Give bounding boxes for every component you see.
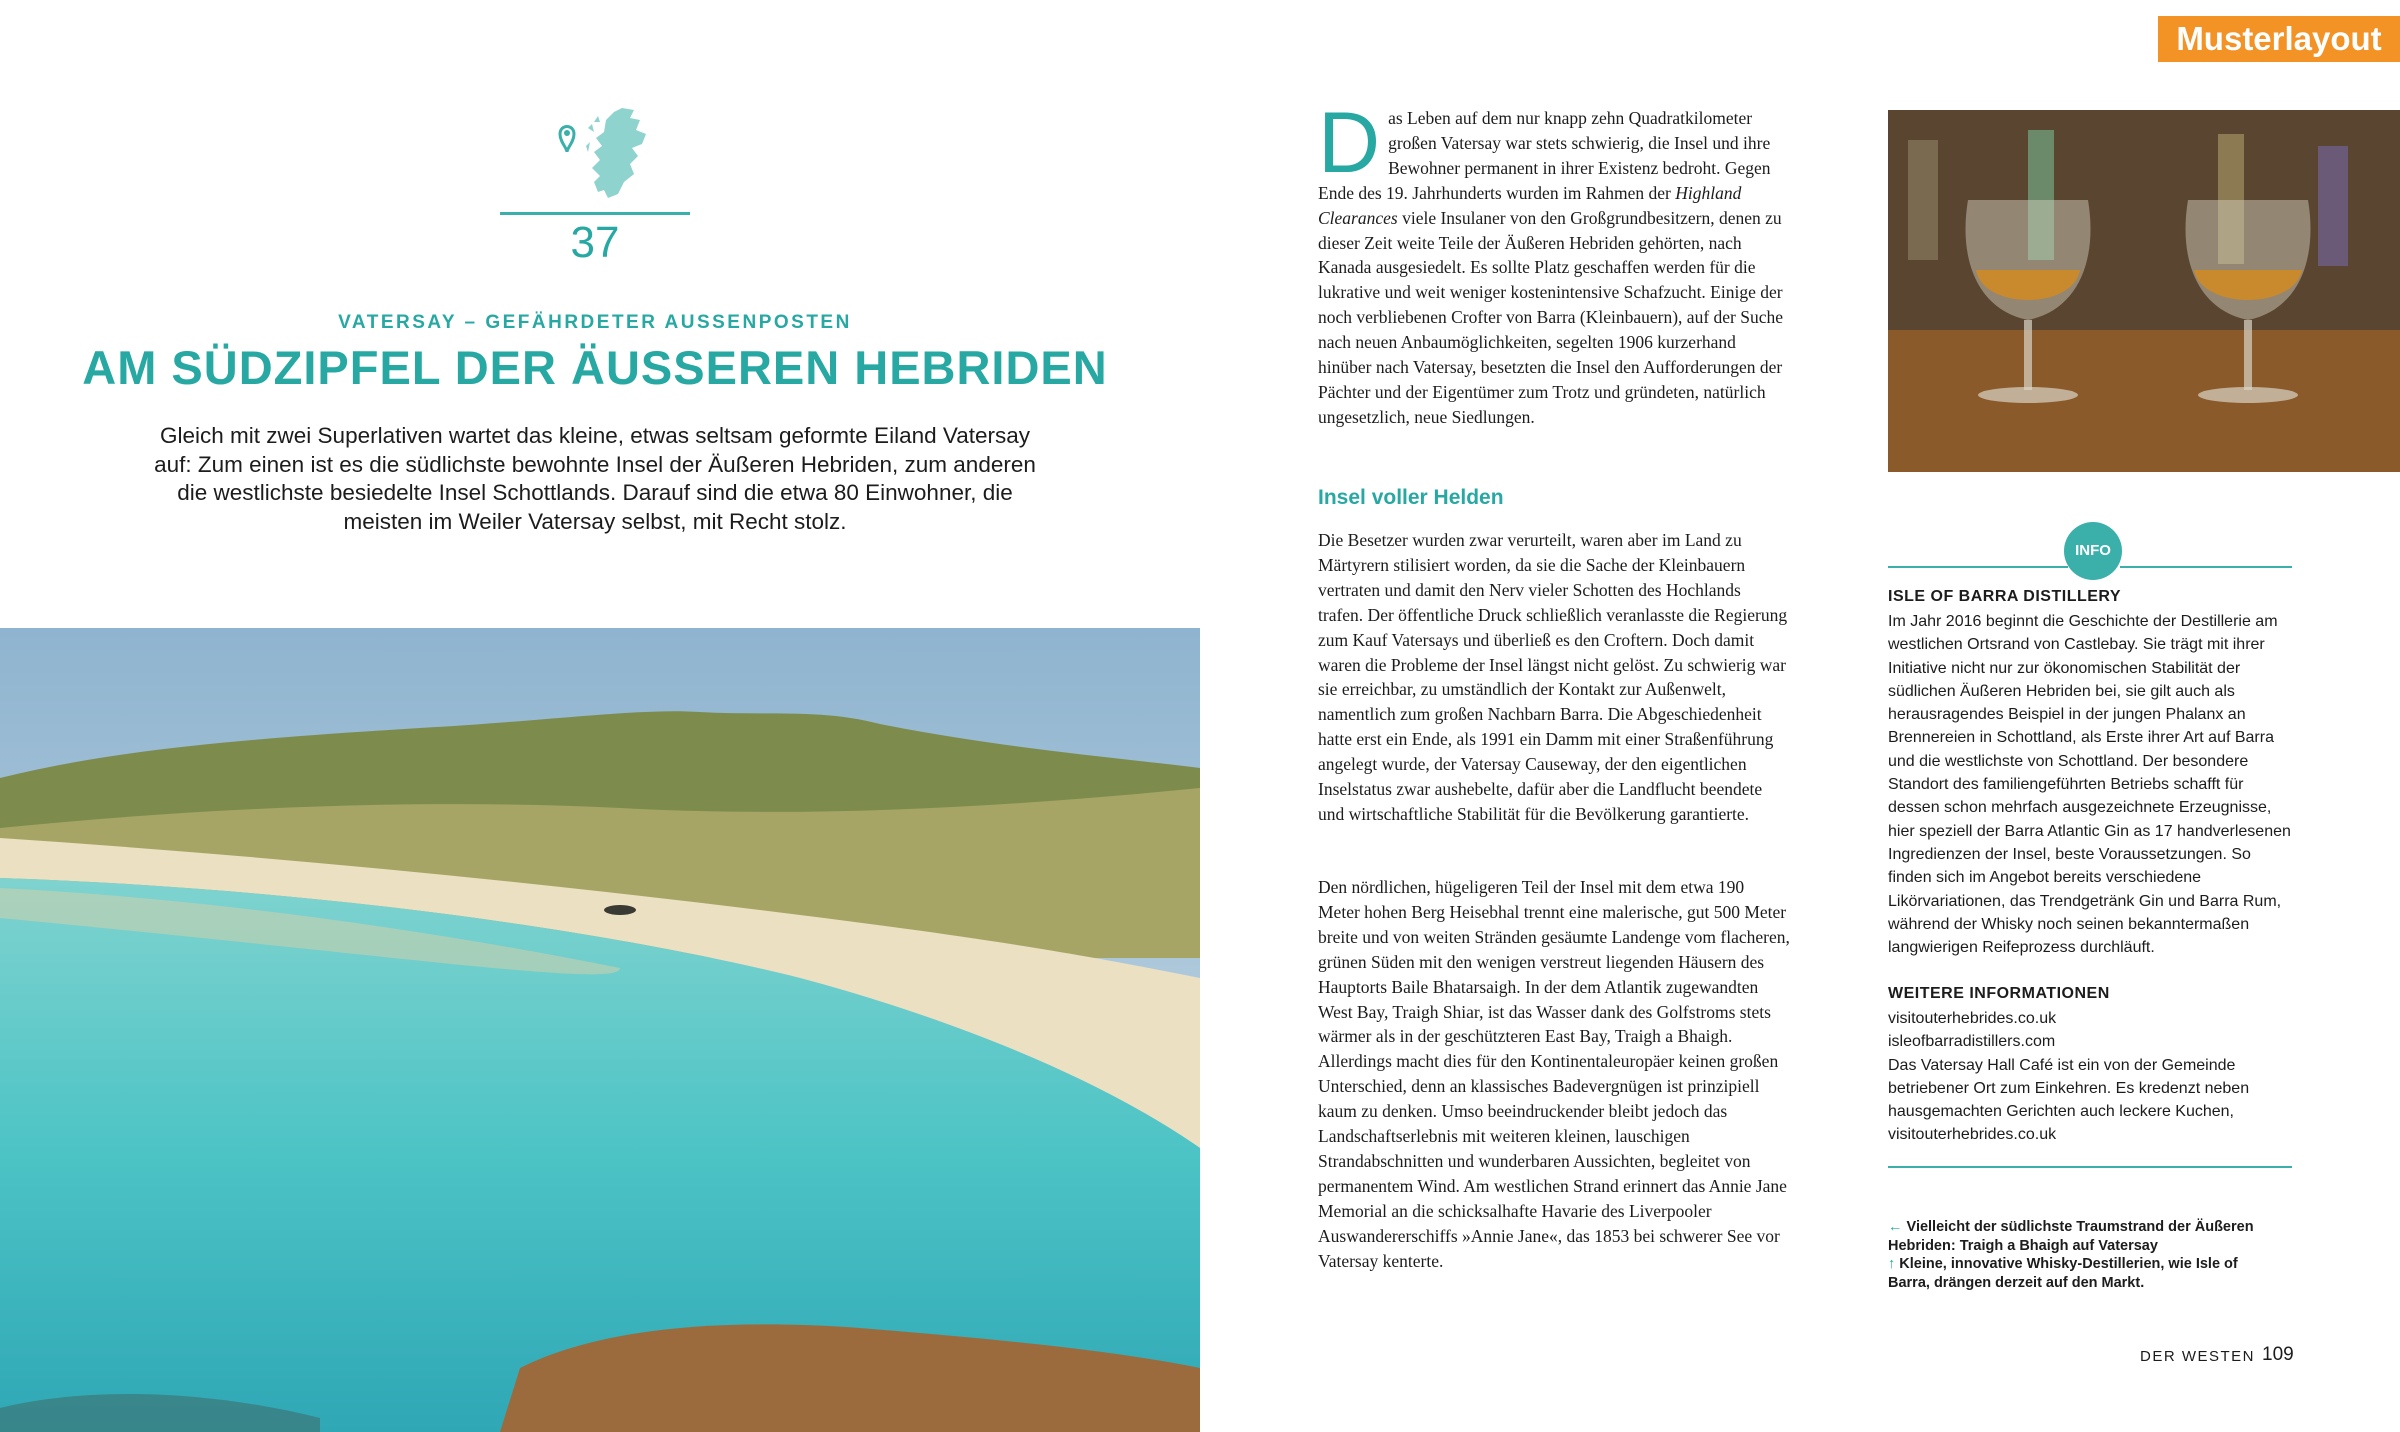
page-number: 109 <box>2262 1344 2294 1365</box>
body-paragraph-2: Die Besetzer wurden zwar verurteilt, waren aber im Land zu Märtyrern stilisiert worden, da sie die Sache der Kleinbauern vertraten und damit den Nerv vieler Schotten des Hochlands trafen. Der öffentliche Druck schließlich veranlasste die Regierung zum Kauf Vatersays und überließ es den Croftern. Doch damit waren die Probleme der Insel längst nicht gelöst. Zu schwierig war sie erreichbar, zu umständlich der Kontakt zur Außenwelt, namentlich zum großen Nachbarn Barra. Die Abgeschiedenheit hatte erst ein Ende, als 1991 ein Damm mit einer Straßenführung angelegt wurde, der Vatersay Causeway, der den eigentlichen Inselstatus zwar aushebelte, dafür aber die Landflucht beendete und wirtschaftliche Stabilität für die Bevölkerung garantierte. <box>1318 530 1788 824</box>
info-title: ISLE OF BARRA DISTILLERY <box>1888 588 2122 605</box>
sample-layout-badge: Musterlayout <box>2158 16 2400 62</box>
body-paragraph-1 <box>1318 95 1788 430</box>
link-visitouterhebrides-2[interactable]: visitouterhebrides.co.uk <box>1888 1126 2057 1144</box>
footer-section-name: DER WESTEN <box>2140 1348 2256 1365</box>
more-info-text: Das Vatersay Hall Café ist ein von der Gemeinde betriebener Ort zum Einkehren. Es kredenzt neben hausgemachten Gerichten auch leckere Kuchen, <box>1888 1056 2250 1121</box>
caption-2 <box>1888 1255 2268 1292</box>
more-info-title: WEITERE INFORMATIONEN <box>1888 985 2110 1002</box>
arrow-left-icon: ← <box>1888 1219 1903 1235</box>
intro-paragraph: Gleich mit zwei Superlativen wartet das kleine, etwas seltsam geformte Eiland Vatersay auf: Zum einen ist es die südlichste bewohnte Insel der Äußeren Hebriden, zum anderen die westlichste besiedelte Insel Schottlands. Darauf sind die etwa 80 Einwohner, die meisten im Weiler Vatersay selbst, mit Recht stolz. <box>154 423 1036 534</box>
info-bottom-divider <box>1888 1166 2292 1168</box>
body-paragraph-1-text-b: viele Insulaner von den Großgrundbesitzern, denen zu dieser Zeit weite Teile der Äußeren Hebriden gehörten, nach Kanada ausgesiedelt. Es sollte Platz geschaffen werden für die lukrative und weit weniger kostenintensive Schafzucht. Einige der noch verbliebenen Crofter von Barra (Kleinbauern), auf der Suche nach neuen Anbaumöglichkeiten, segelten 1906 kurzerhand hinüber nach Vatersay, besetzten die Insel den Aufforderungen der Pächter und der Eigentümer zum Trotz und gründeten, natürlich ungesetzlich, neue Siedlungen. <box>1318 207 1784 427</box>
chapter-divider <box>500 212 690 215</box>
caption-2-text: Kleine, innovative Whisky-Destillerien, wie Isle of Barra, drängen derzeit auf den Markt. <box>1888 1256 2238 1291</box>
drop-cap: D <box>1318 95 1381 191</box>
body-paragraph-1-text-a: as Leben auf dem nur knapp zehn Quadratkilometer großen Vatersay war stets schwierig, die Insel und ihre Bewohner permanent in ihrer Existenz bedroht. Gegen Ende des 19. Jahrhunderts wurden im Rahmen der <box>1318 108 1771 203</box>
chapter-kicker: VATERSAY – GEFÄHRDETER AUSSENPOSTEN <box>338 312 852 333</box>
caption-1-text: Vielleicht der südlichste Traumstrand der Äußeren Hebriden: Traigh a Bhaigh auf Vatersay <box>1888 1219 2254 1254</box>
chapter-number: 37 <box>570 218 620 267</box>
caption-1 <box>1888 1218 2268 1255</box>
arrow-up-icon: ↑ <box>1888 1256 1896 1272</box>
link-isleofbarradistillers[interactable]: isleofbarradistillers.com <box>1888 1033 2056 1051</box>
info-text: Im Jahr 2016 beginnt die Geschichte der Destillerie am westlichen Ortsrand von Castlebay. Sie trägt mit ihrer Initiative nicht nur zur ökonomischen Stabilität der südlichen Äußeren Hebriden bei, sie gilt auch als herausragendes Beispiel in der jungen Phalanx an Brennereien in Schottland, als Erste ihrer Art auf Barra und die westlichste von Schottland. Der besondere Standort des familiengeführten Betriebs schafft für dessen schon mehrfach ausgezeichnete Erzeugnisse, hier speziell der Barra Atlantic Gin as 17 handverlesenen Ingredienzen der Insel, beste Voraussetzungen. So finden sich im Angebot bereits verschiedene Likörvariationen, das Trendgetränk Gin und Barra Rum, während der Whisky noch seinen bekanntermaßen langwierigen Reifeprozess durchläuft. <box>1888 613 2291 957</box>
page-title: AM SÜDZIPFEL DER ÄUSSEREN HEBRIDEN <box>82 341 1108 394</box>
photo-captions <box>1888 1218 2268 1292</box>
link-visitouterhebrides[interactable]: visitouterhebrides.co.uk <box>1888 1010 2057 1027</box>
info-badge: INFO <box>2064 522 2122 580</box>
body-paragraph-3: Den nördlichen, hügeligeren Teil der Insel mit dem etwa 190 Meter hohen Berg Heisebhal trennt eine malerische, gut 500 Meter breite und von weiten Stränden gesäumte Landenge vom flacheren, grünen Süden mit den wenigen verstreut liegenden Häusern des Hauptorts Baile Bhatarsaigh. In der dem Atlantik zugewandten West Bay, Traigh Shiar, ist das Wasser dank des Golfstroms stets wärmer als in der geschützteren East Bay, Traigh a Bhaigh. Allerdings macht dies für den Kontinentaleuropäer keinen großen Unterschied, denn an klassisches Badevergnügen ist prinzipiell kaum zu denken. Umso beeindruckender bleibt jedoch das Landschaftserlebnis mit weiteren kleinen, lauschigen Strandabschnitten und wunderbaren Aussichten, begleitet von permanentem Wind. Am westlichen Strand erinnert das Annie Jane Memorial an die schicksalhafte Havarie des Liverpooler Auswandererschiffs »Annie Jane«, das 1853 bei schwerer See vor Vatersay kenterte. <box>1318 877 1790 1271</box>
beach-photo <box>0 628 1200 1432</box>
section-subheading: Insel voller Helden <box>1318 486 1504 509</box>
whisky-glasses-photo <box>1888 110 2400 472</box>
body-paragraph-1-italic: Highland Clearances <box>1318 182 1742 228</box>
scotland-map-icon <box>548 98 688 208</box>
more-info-list <box>1888 1007 2298 1147</box>
info-divider-left <box>1888 566 2068 568</box>
info-divider-right <box>2120 566 2292 568</box>
